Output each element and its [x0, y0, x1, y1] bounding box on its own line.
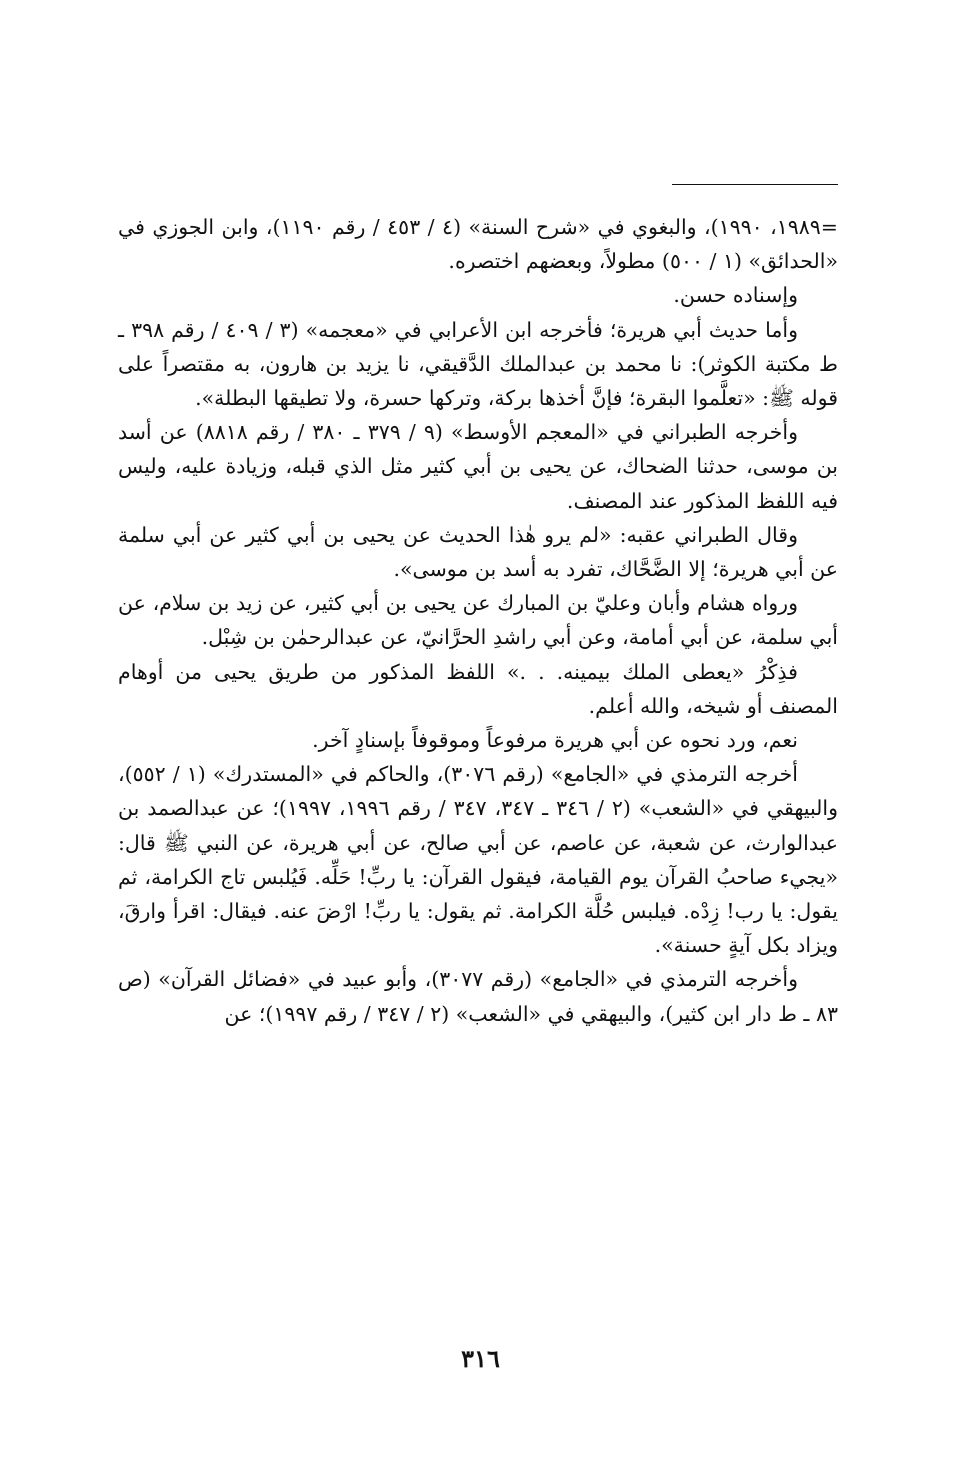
footnote-paragraph-tirmidhi-3077: وأخرجه الترمذي في «الجامع» (رقم ٣٠٧٧)، وأبو عبيد في «فضائل القرآن» (ص ٨٣ ـ ط دار ابن كثير)، والبيهقي في «الشعب» (٢ / ٣٤٧ / رقم ١٩٩٧)؛ عن: [118, 967, 838, 1026]
footnote-paragraph-abu-hurayrah-hadith: وأما حديث أبي هريرة؛ فأخرجه ابن الأعرابي في «معجمه» (٣ / ٤٠٩ / رقم ٣٩٨ ـ ط مكتبة الكوثر): نا محمد بن عبدالملك الدَّقيقي، نا يزيد بن هارون، به مقتصراً على قوله ﷺ: «تعلَّموا البقرة؛ فإنَّ أخذها بركة، وتركها حسرة، ولا تطيقها البطلة».: [118, 317, 838, 411]
footnote-paragraph-another-chain: نعم، ورد نحوه عن أبي هريرة مرفوعاً وموقوفاً بإسنادٍ آخر.: [312, 728, 798, 753]
footnote-paragraph-tabarani-awsat: وأخرجه الطبراني في «المعجم الأوسط» (٩ / ٣٧٩ ـ ٣٨٠ / رقم ٨٨١٨) عن أسد بن موسى، حدثنا الضحاك، عن يحيى بن أبي كثير مثل الذي قبله، وزيادة عليه، وليس فيه اللفظ المذكور عند المصنف.: [118, 420, 838, 513]
footnote-text-block: [118, 210, 838, 1031]
footnote-paragraph-continuation: =١٩٨٩، ١٩٩٠)، والبغوي في «شرح السنة» (٤ / ٤٥٣ / رقم ١١٩٠)، وابن الجوزي في «الحدائق» (١ / ٥٠٠) مطولاً، وبعضهم اختصره.: [118, 215, 838, 274]
footnote-paragraph-tirmidhi-3076: أخرجه الترمذي في «الجامع» (رقم ٣٠٧٦)، والحاكم في «المستدرك» (١ / ٥٥٢)، والبيهقي في «الشعب» (٢ / ٣٤٦ ـ ٣٤٧، ٣٤٧ / رقم ١٩٩٦، ١٩٩٧)؛ عن عبدالصمد بن عبدالوارث، عن شعبة، عن عاصم، عن أبي صالح، عن أبي هريرة، عن النبي ﷺ قال: «يجيء صاحبُ القرآن يوم القيامة، فيقول القرآن: يا ربِّ! حَلِّه. فَيُلبس تاج الكرامة، ثم يقول: يا رب! زِدْه. فيلبس حُلَّة الكرامة. ثم يقول: يا ربِّ! ارْضَ عنه. فيقال: اقرأ وارقَ، ويزاد بكل آيةٍ حسنة».: [118, 762, 838, 958]
page-number: ٣١٦: [461, 1344, 500, 1373]
footnote-paragraph-isnad-grade: وإسناده حسن.: [673, 283, 798, 308]
footnote-separator-rule: [672, 184, 838, 185]
footnote-paragraph-hisham-aban: ورواه هشام وأبان وعليّ بن المبارك عن يحيى بن أبي كثير، عن زيد بن سلام، عن أبي سلمة، عن أبي أمامة، وعن أبي راشدِ الحرَّانيّ، عن عبدالرحمٰن بن شِبْل.: [118, 591, 838, 650]
footnote-paragraph-author-error: فذِكْرُ «يعطى الملك بيمينه. . .» اللفظ المذكور من طريق يحيى من أوهام المصنف أو شيخه، والله أعلم.: [118, 659, 838, 718]
footnote-paragraph-tabarani-comment: وقال الطبراني عقبه: «لم يرو هٰذا الحديث عن يحيى بن أبي كثير عن أبي سلمة عن أبي هريرة؛ إلا الضَّحَّاك، تفرد به أسد بن موسى».: [118, 522, 838, 582]
